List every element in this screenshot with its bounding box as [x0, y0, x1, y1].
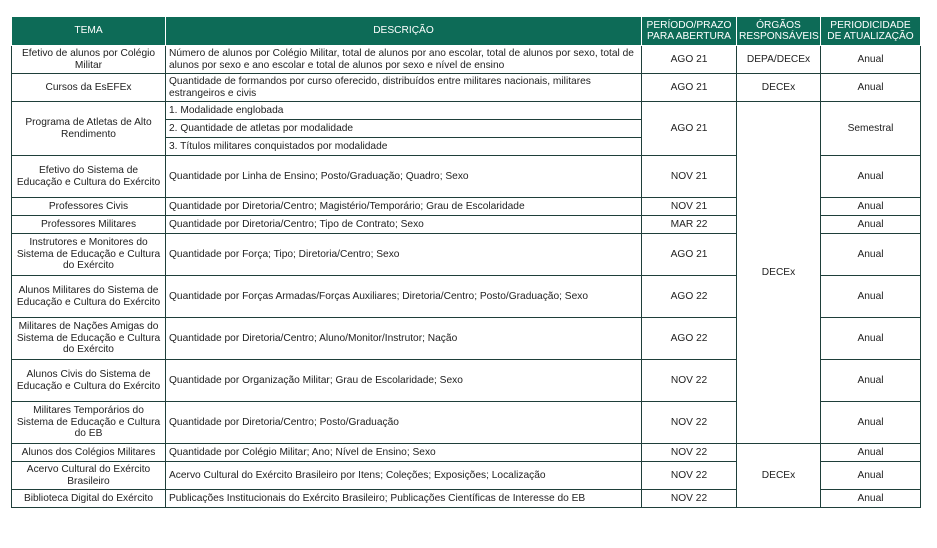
cell-descricao: Quantidade de formandos por curso oferecido, distribuídos entre militares nacionais, militares estrangeiros e civis: [166, 74, 642, 102]
cell-periodo: NOV 22: [642, 402, 737, 444]
cell-tema: Programa de Atletas de Alto Rendimento: [12, 102, 166, 156]
cell-descricao: Quantidade por Diretoria/Centro; Tipo de Contrato; Sexo: [166, 216, 642, 234]
cell-orgao: DEPA/DECEx: [737, 46, 821, 74]
table-row: [12, 74, 921, 102]
cell-orgao: DECEx: [737, 74, 821, 102]
cell-descricao: Quantidade por Diretoria/Centro; Aluno/Monitor/Instrutor; Nação: [166, 318, 642, 360]
cell-orgao-merged: DECEx: [737, 102, 821, 444]
cell-tema: Professores Civis: [12, 198, 166, 216]
cell-descricao: Número de alunos por Colégio Militar, total de alunos por ano escolar, total de alunos por sexo, total de alunos por sexo e ano escolar e total de alunos por sexo e nível de ensino: [166, 46, 642, 74]
cell-periodo: NOV 21: [642, 156, 737, 198]
cell-descricao: Quantidade por Diretoria/Centro; Posto/Graduação: [166, 402, 642, 444]
cell-tema: Efetivo do Sistema de Educação e Cultura do Exército: [12, 156, 166, 198]
cell-descricao: Publicações Institucionais do Exército Brasileiro; Publicações Científicas de Interesse do EB: [166, 490, 642, 508]
cell-periodicidade: Anual: [821, 318, 921, 360]
cell-periodicidade: Anual: [821, 46, 921, 74]
cell-periodicidade: Anual: [821, 360, 921, 402]
table-row: [12, 46, 921, 74]
cell-tema: Alunos dos Colégios Militares: [12, 444, 166, 462]
header-periodo: PERÍODO/PRAZO PARA ABERTURA: [642, 17, 737, 46]
header-orgaos: ÓRGÃOS RESPONSÁVEIS: [737, 17, 821, 46]
header-descricao: DESCRIÇÃO: [166, 17, 642, 46]
cell-periodicidade: Anual: [821, 276, 921, 318]
data-table: [11, 16, 921, 508]
cell-tema: Efetivo de alunos por Colégio Militar: [12, 46, 166, 74]
cell-descricao: 2. Quantidade de atletas por modalidade: [166, 120, 642, 138]
cell-descricao: Quantidade por Colégio Militar; Ano; Nível de Ensino; Sexo: [166, 444, 642, 462]
cell-periodicidade: Anual: [821, 198, 921, 216]
cell-tema: Militares Temporários do Sistema de Educação e Cultura do EB: [12, 402, 166, 444]
cell-tema: Cursos da EsEFEx: [12, 74, 166, 102]
cell-periodicidade: Anual: [821, 402, 921, 444]
cell-periodo: MAR 22: [642, 216, 737, 234]
header-periodicidade: PERIODICIDADE DE ATUALIZAÇÃO: [821, 17, 921, 46]
cell-periodo: AGO 22: [642, 276, 737, 318]
cell-periodicidade: Anual: [821, 74, 921, 102]
cell-orgao-merged: DECEx: [737, 444, 821, 508]
cell-tema: Instrutores e Monitores do Sistema de Educação e Cultura do Exército: [12, 234, 166, 276]
cell-periodicidade: Anual: [821, 444, 921, 462]
cell-periodo: NOV 21: [642, 198, 737, 216]
cell-periodicidade: Anual: [821, 462, 921, 490]
cell-descricao: Acervo Cultural do Exército Brasileiro por Itens; Coleções; Exposições; Localização: [166, 462, 642, 490]
cell-tema: Militares de Nações Amigas do Sistema de Educação e Cultura do Exército: [12, 318, 166, 360]
header-row: [12, 17, 921, 46]
cell-periodo: AGO 21: [642, 74, 737, 102]
cell-periodo: AGO 22: [642, 318, 737, 360]
cell-descricao: 3. Títulos militares conquistados por modalidade: [166, 138, 642, 156]
cell-tema: Alunos Civis do Sistema de Educação e Cultura do Exército: [12, 360, 166, 402]
cell-descricao: Quantidade por Diretoria/Centro; Magistério/Temporário; Grau de Escolaridade: [166, 198, 642, 216]
cell-tema: Acervo Cultural do Exército Brasileiro: [12, 462, 166, 490]
cell-periodo: AGO 21: [642, 102, 737, 156]
cell-descricao: 1. Modalidade englobada: [166, 102, 642, 120]
cell-periodicidade: Anual: [821, 216, 921, 234]
cell-periodicidade: Anual: [821, 234, 921, 276]
cell-periodo: NOV 22: [642, 444, 737, 462]
cell-periodo: NOV 22: [642, 490, 737, 508]
cell-periodicidade: Anual: [821, 490, 921, 508]
cell-periodicidade: Anual: [821, 156, 921, 198]
table-row: [12, 444, 921, 462]
table-row: [12, 102, 921, 120]
cell-periodo: AGO 21: [642, 46, 737, 74]
header-tema: TEMA: [12, 17, 166, 46]
cell-periodo: NOV 22: [642, 360, 737, 402]
cell-descricao: Quantidade por Linha de Ensino; Posto/Graduação; Quadro; Sexo: [166, 156, 642, 198]
cell-descricao: Quantidade por Força; Tipo; Diretoria/Centro; Sexo: [166, 234, 642, 276]
cell-periodo: AGO 21: [642, 234, 737, 276]
cell-descricao: Quantidade por Organização Militar; Grau de Escolaridade; Sexo: [166, 360, 642, 402]
cell-tema: Biblioteca Digital do Exército: [12, 490, 166, 508]
cell-periodicidade: Semestral: [821, 102, 921, 156]
cell-tema: Professores Militares: [12, 216, 166, 234]
cell-descricao: Quantidade por Forças Armadas/Forças Auxiliares; Diretoria/Centro; Posto/Graduação; Sexo: [166, 276, 642, 318]
cell-tema: Alunos Militares do Sistema de Educação e Cultura do Exército: [12, 276, 166, 318]
cell-periodo: NOV 22: [642, 462, 737, 490]
